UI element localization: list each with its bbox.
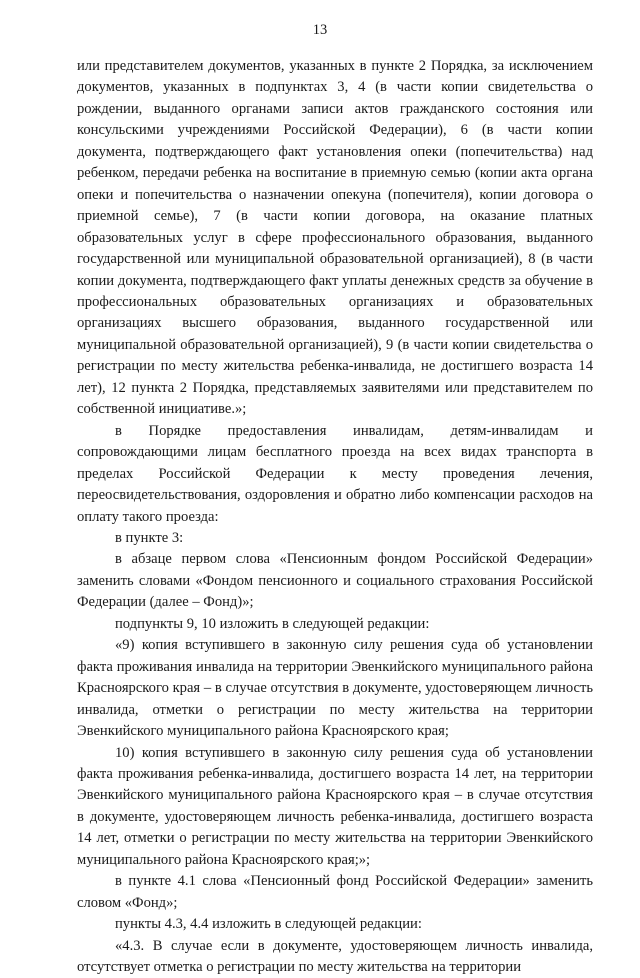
- paragraph-point-3: в пункте 3:: [115, 529, 184, 546]
- paragraph-subpoint-9: «9) копия вступившего в законную силу решения суда об установлении факта проживания инвалида на территории Эвенкийского муниципального района Красноярского края – в случае отсутствия в документе, удостоверяющем личность инвалида, отметки о регистрации по месту жительства на территории Эвенкийского муниципального района Красноярского края;: [77, 637, 593, 740]
- paragraph-subpoints-9-10: подпункты 9, 10 изложить в следующей редакции:: [115, 615, 430, 632]
- paragraph-subpoint-10: 10) копия вступившего в законную силу решения суда об установлении факта проживания ребенка-инвалида, достигшего возраста 14 лет, на территории Эвенкийского муниципального района Красноярского края – в случае отсутствия в документе, удостоверяющем личность ребенка-инвалида, достигшего возраста 14 лет, отметки о регистрации по месту жительства на территории Эвенкийского муниципального района Красноярского края;»;: [77, 744, 593, 868]
- paragraph-point-4-3: «4.3. В случае если в документе, удостоверяющем личность инвалида, отсутствует отметка о регистрации по месту жительства на территории: [77, 937, 593, 976]
- paragraph-point-4-1: в пункте 4.1 слова «Пенсионный фонд Российской Федерации» заменить словом «Фонд»;: [77, 873, 593, 911]
- paragraph-first-abzac: в абзаце первом слова «Пенсионным фондом Российской Федерации» заменить словами «Фондом пенсионного и социального страхования Российской Федерации (далее – Фонд)»;: [77, 551, 593, 611]
- paragraph-continuation: или представителем документов, указанных в пункте 2 Порядка, за исключением документов, указанных в подпунктах 3, 4 (в части копии свидетельства о рождении, выданного органами записи актов гражданского состояния или консульскими учреждениями Российской Федерации), 6 (в части копии документа, подтверждающего факт установления опеки (попечительства) над ребенком, передачи ребенка на воспитание в приемную семью (копии акта органа опеки и попечительства о назначении опекуна (попечителя), копии договора о приемной семье), 7 (в части копии договора, на оказание платных образовательных услуг в сфере профессионального образования, выданного государственной или муниципальной образовательной организацией), 8 (в части копии документа, подтверждающего факт уплаты денежных средств за обучение в профессиональных образовательных организациях и образовательных организациях высшего образования, выданного государственной или муниципальной образовательной организацией), 9 (в части копии свидетельства о регистрации по месту жительства ребенка-инвалида, не достигшего возраста 14 лет), 12 пункта 2 Порядка, представляемых заявителями или представителем по собственной инициативе.»;: [77, 58, 593, 418]
- paragraph-points-4-3-4-4: пункты 4.3, 4.4 изложить в следующей редакции:: [115, 916, 422, 933]
- paragraph-travel-order: в Порядке предоставления инвалидам, детям-инвалидам и сопровождающими лицам бесплатного проезда на всех видах транспорта в пределах Российской Федерации к месту проведения лечения, переосвидетельствования, оздоровления и обратно либо компенсации расходов на оплату такого проезда:: [77, 422, 593, 525]
- page-number: 13: [312, 22, 328, 38]
- document-body: [77, 56, 593, 978]
